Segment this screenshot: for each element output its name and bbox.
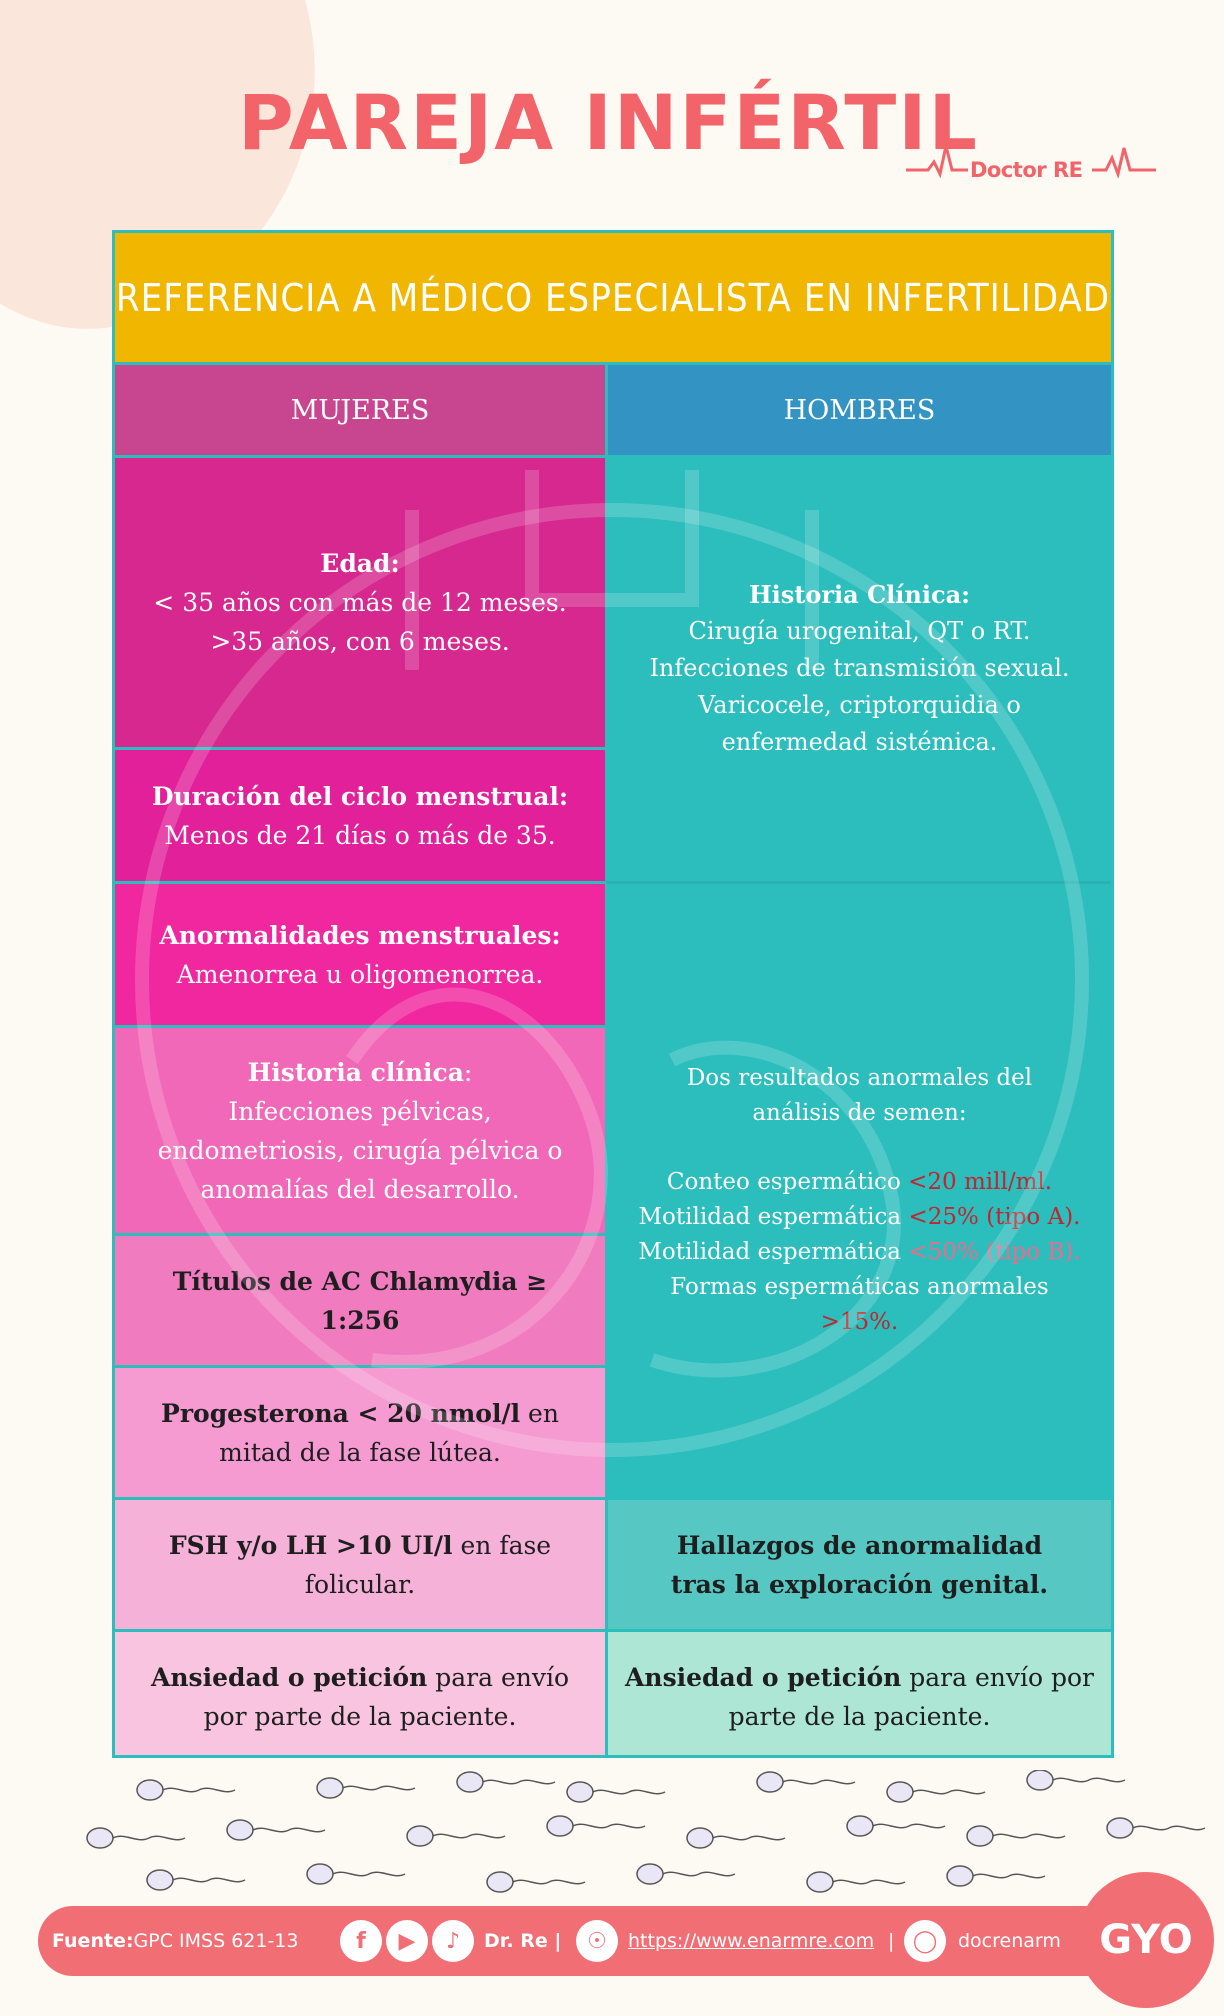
women-age-line2: >35 años, con 6 meses. (210, 627, 510, 656)
footer-source-label: Fuente: (52, 1930, 134, 1952)
men-count-value: <20 mill/ml. (908, 1169, 1053, 1195)
women-progesterone-cell (115, 1365, 605, 1497)
footer-separator: | (888, 1930, 895, 1952)
brand-logo (906, 128, 1156, 182)
women-progesterone-text: en mitad de la fase lútea. (219, 1398, 559, 1467)
men-motility-b-value: <50% (tipo B). (908, 1239, 1081, 1265)
gyo-badge (1078, 1872, 1214, 2008)
men-motility-a-label: Motilidad espermática (638, 1204, 909, 1230)
men-motility-a-value: <25% (tipo A). (908, 1204, 1081, 1230)
women-chlamydia-cell (115, 1233, 605, 1365)
women-age-line1: < 35 años con más de 12 meses. (153, 588, 567, 617)
women-anxiety-text: para envío por parte de la paciente. (203, 1662, 570, 1731)
table-header: REFERENCIA A MÉDICO ESPECIALISTA EN INFERTILIDAD (115, 233, 1111, 365)
women-anxiety-cell (115, 1629, 605, 1758)
men-anxiety-cell (605, 1629, 1111, 1758)
men-history-line3: Varicocele, criptorquidia o (698, 690, 1021, 719)
women-abnormalities-text: Amenorrea u oligomenorrea. (176, 959, 544, 989)
column-header-men (605, 365, 1111, 455)
men-forms-value: >15%. (820, 1309, 899, 1335)
men-history-line2: Infecciones de transmisión sexual. (649, 653, 1070, 682)
men-history-line4: enfermedad sistémica. (721, 727, 998, 756)
men-findings-text: Hallazgos de anormalidad tras la exploración genital. (670, 1530, 1049, 1599)
referral-table (112, 230, 1114, 1758)
women-history-text: Infecciones pélvicas, endometriosis, cirugía pélvica o anomalías del desarrollo. (157, 1096, 563, 1204)
instagram-icon[interactable]: ◯ (904, 1920, 946, 1962)
tiktok-icon[interactable]: ♪ (432, 1920, 474, 1962)
men-findings-cell (605, 1497, 1111, 1629)
column-header-women (115, 365, 605, 455)
women-history-cell (115, 1025, 605, 1233)
men-history-label: Historia Clínica: (749, 579, 970, 609)
men-semen-cell (605, 881, 1111, 1497)
women-abnormalities-cell (115, 881, 605, 1025)
footer-handle: docrenarm (958, 1930, 1061, 1952)
youtube-icon[interactable]: ▶ (386, 1920, 428, 1962)
footer-bar (38, 1906, 1188, 1976)
women-history-label: Historia clínica (247, 1057, 464, 1087)
column-header-men-label: HOMBRES (783, 394, 936, 426)
men-motility-b-label: Motilidad espermática (638, 1239, 909, 1265)
men-semen-intro2: análisis de semen: (752, 1100, 967, 1126)
women-age-label: Edad: (320, 549, 400, 578)
women-fsh-text: en fase folicular. (304, 1530, 552, 1599)
men-history-line1: Cirugía urogenital, QT o RT. (688, 616, 1031, 645)
gyo-badge-text: GYO (1099, 1917, 1193, 1963)
facebook-icon[interactable]: f (340, 1920, 382, 1962)
men-semen-intro1: Dos resultados anormales del (686, 1065, 1033, 1091)
column-header-women-label: MUJERES (290, 394, 430, 426)
women-history-colon: : (463, 1057, 473, 1087)
footer-source-value: GPC IMSS 621-13 (133, 1930, 299, 1952)
sperm-decoration (0, 1770, 1224, 1900)
women-cycle-label: Duración del ciclo menstrual: (151, 781, 569, 811)
men-count-label: Conteo espermático (666, 1169, 909, 1195)
women-cycle-cell (115, 747, 605, 881)
men-anxiety-text: para envío por parte de la paciente. (728, 1662, 1094, 1731)
globe-icon: ☉ (576, 1920, 618, 1962)
women-abnormalities-label: Anormalidades menstruales: (159, 920, 561, 950)
footer-website-link[interactable]: https://www.enarmre.com (628, 1930, 875, 1952)
women-progesterone-bold: Progesterona < 20 nmol/l (161, 1398, 521, 1428)
women-fsh-bold: FSH y/o LH >10 UI/l (168, 1530, 453, 1560)
page-title: PAREJA INFÉRTIL (238, 78, 979, 167)
women-chlamydia-text: Títulos de AC Chlamydia ≥ 1:256 (172, 1266, 548, 1335)
women-fsh-cell (115, 1497, 605, 1629)
women-cycle-text: Menos de 21 días o más de 35. (164, 820, 556, 850)
men-forms-label: Formas espermáticas anormales (670, 1274, 1049, 1300)
women-anxiety-bold: Ansiedad o petición (150, 1662, 428, 1692)
women-age-cell (115, 455, 605, 747)
men-history-cell (605, 455, 1111, 881)
footer-author: Dr. Re | (484, 1930, 562, 1952)
men-anxiety-bold: Ansiedad o petición (625, 1662, 902, 1692)
brand-name: Doctor RE (970, 158, 1083, 182)
